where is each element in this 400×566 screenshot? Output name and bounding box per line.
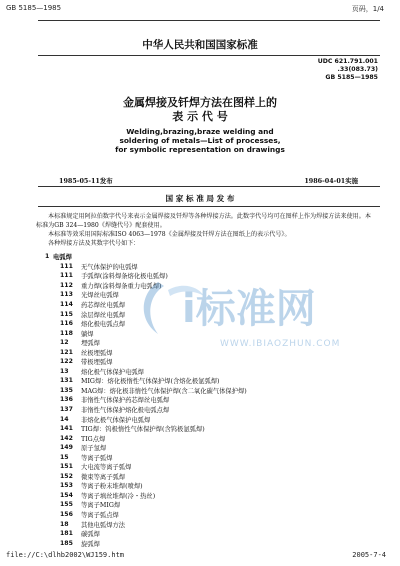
- english-title-line: soldering of metals—List of processes,: [119, 136, 281, 146]
- process-code: 151: [60, 463, 73, 471]
- process-code: 113: [60, 291, 73, 299]
- process-row: [60, 319, 360, 329]
- process-code: 137: [60, 406, 73, 414]
- process-label: 非熔化极气体保护电弧焊: [81, 416, 151, 424]
- process-code: 155: [60, 501, 73, 509]
- intro-text: [36, 212, 372, 248]
- process-code: 149: [60, 444, 73, 452]
- process-code: 18: [60, 520, 69, 528]
- process-row: [60, 376, 360, 386]
- process-row: [60, 386, 360, 396]
- process-code: 121: [60, 348, 73, 356]
- process-row: [60, 500, 360, 510]
- footer-file-path: file://C:\dlhb2002\WJ159.htm: [6, 551, 125, 559]
- process-row: [60, 491, 360, 501]
- process-code: 141: [60, 425, 73, 433]
- process-row: [60, 367, 360, 377]
- process-label: 电弧焊: [53, 254, 72, 262]
- process-row: [60, 424, 360, 434]
- header-doc-number: GB 5185—1985: [6, 4, 62, 12]
- process-code: 1: [45, 253, 50, 261]
- process-code: 156: [60, 511, 73, 519]
- watermark-url: WWW.IBIAOZHUN.COM: [220, 339, 341, 349]
- process-code: 185: [60, 539, 73, 547]
- process-row: [60, 347, 360, 357]
- process-row: [60, 529, 360, 539]
- process-label: 等离子填丝堆焊(冷・热丝): [81, 492, 156, 500]
- process-label: 熔化极气体保护电弧焊: [81, 368, 144, 376]
- process-code: 153: [60, 482, 73, 490]
- process-label: 旋弧焊: [81, 540, 100, 548]
- process-row: [60, 357, 360, 367]
- process-code: 112: [60, 281, 73, 289]
- process-code: 131: [60, 377, 73, 385]
- process-row: [60, 328, 360, 338]
- process-label: 涂层焊丝电弧焊: [81, 311, 126, 319]
- standard-number: GB 5185—1985: [325, 74, 378, 81]
- process-label: 药芯焊丝电弧焊: [81, 302, 126, 309]
- process-list: [45, 252, 360, 548]
- process-label: 微束等离子弧焊: [81, 473, 126, 481]
- process-code: 152: [60, 472, 73, 480]
- process-label: 重力焊(涂料焊条重力电弧焊): [81, 282, 162, 290]
- process-code: 154: [60, 491, 73, 499]
- document-title: 金属焊接及钎焊方法在图样上的: [123, 96, 277, 109]
- process-code: 111: [60, 272, 73, 280]
- process-label: MAG焊：熔化极非惰性气体保护焊(含二氧化碳气体保护焊): [81, 387, 247, 395]
- process-row: [60, 338, 360, 348]
- process-row: [60, 472, 360, 482]
- process-code: 122: [60, 358, 73, 366]
- intro-paragraph: 本标准规定用阿拉伯数字代号来表示金属焊接及钎焊等各种焊接方法。此数字代号均可在图样上作为焊接方法来使用。本标准为GB 324—1980《焊缝代号》配套使用。: [36, 213, 371, 229]
- process-label: 埋弧焊: [81, 340, 100, 348]
- process-row: [60, 281, 360, 291]
- process-code: 116: [60, 320, 73, 328]
- process-label: 手弧焊(涂料焊条熔化极电弧焊): [81, 273, 168, 281]
- process-row: [60, 300, 360, 310]
- process-row: [60, 443, 360, 453]
- process-label: 熔化极电弧点焊: [81, 321, 126, 329]
- process-label: 大电流等离子弧焊: [81, 464, 132, 472]
- process-code: 135: [60, 386, 73, 394]
- process-label: 等离子弧焊: [81, 454, 113, 462]
- process-label: TIG点焊: [81, 435, 106, 443]
- process-code: 142: [60, 434, 73, 442]
- standard-heading: 中华人民共和国国家标准: [142, 39, 258, 51]
- watermark-text: i标准网: [182, 286, 316, 332]
- process-code: 12: [60, 339, 69, 347]
- top-divider: [38, 20, 380, 21]
- process-code: 13: [60, 367, 69, 375]
- english-title-line: Welding,brazing,braze welding and: [126, 127, 274, 136]
- process-row: [60, 481, 360, 491]
- process-code: 111: [60, 262, 73, 270]
- process-label: 非惰性气体保护药芯焊丝电弧焊: [81, 397, 170, 405]
- process-row: [60, 262, 360, 272]
- process-label: 光焊丝电弧焊: [81, 292, 119, 300]
- udc-code-cont: .33(083.73): [337, 66, 378, 73]
- process-row: [60, 452, 360, 462]
- heading-divider: [38, 55, 380, 56]
- process-label: 躺焊: [81, 330, 94, 338]
- process-label: 非惰性气体保护熔化极电弧点焊: [81, 407, 170, 415]
- process-label: 无气体保护的电弧焊: [81, 263, 138, 271]
- process-row: [60, 519, 360, 529]
- issuing-authority: 国 家 标 准 局 发 布: [165, 194, 235, 203]
- process-code: 115: [60, 310, 73, 318]
- process-code: 14: [60, 415, 69, 423]
- process-code: 118: [60, 329, 73, 337]
- process-code: 15: [60, 453, 69, 461]
- process-row: [60, 405, 360, 415]
- english-title: [0, 127, 400, 155]
- process-row: [60, 538, 360, 548]
- effective-date: 1986-04-01实施: [304, 177, 358, 185]
- footer-date: 2005-7-4: [352, 551, 386, 559]
- english-title-line: for symbolic representation on drawings: [115, 145, 285, 155]
- process-label: TIG焊：钨极惰性气体保护焊(含钨极氩弧焊): [81, 426, 205, 434]
- header-page-number: 页码，1/4: [351, 5, 384, 13]
- date-divider: [38, 186, 380, 187]
- process-code: 114: [60, 301, 73, 308]
- intro-paragraph: 本标准等效采用国际标准ISO 4063—1978《金属焊接及钎焊方法在图纸上的表示代号》。: [48, 231, 291, 238]
- process-label: 原子氢焊: [81, 445, 107, 453]
- process-label: 碳弧焊: [81, 531, 100, 539]
- process-row: [45, 252, 360, 262]
- process-label: MIG焊：熔化极惰性气体保护焊(含熔化极氩弧焊): [81, 378, 220, 386]
- process-label: 丝极埋弧焊: [81, 349, 113, 357]
- process-row: [60, 414, 360, 424]
- process-code: 181: [60, 530, 73, 538]
- intro-paragraph: 各种焊接方法及其数字代号如下：: [48, 240, 140, 247]
- udc-code: UDC 621.791.001: [317, 58, 378, 65]
- process-row: [60, 395, 360, 405]
- process-label: 等离子弧点焊: [81, 512, 119, 520]
- process-row: [60, 433, 360, 443]
- process-code: 136: [60, 396, 73, 404]
- process-label: 带极埋弧焊: [81, 359, 113, 367]
- issue-date: 1985-05-11发布: [59, 177, 113, 185]
- process-row: [60, 271, 360, 281]
- process-row: [60, 309, 360, 319]
- process-label: 等离子粉末堆焊(喷焊): [81, 483, 143, 491]
- process-row: [60, 462, 360, 472]
- process-row: [60, 290, 360, 300]
- process-label: 等离子MIG焊: [81, 502, 121, 510]
- process-label: 其他电弧焊方法: [81, 521, 126, 529]
- document-subtitle: 表 示 代 号: [172, 110, 228, 123]
- authority-divider: [38, 206, 380, 207]
- process-row: [60, 510, 360, 520]
